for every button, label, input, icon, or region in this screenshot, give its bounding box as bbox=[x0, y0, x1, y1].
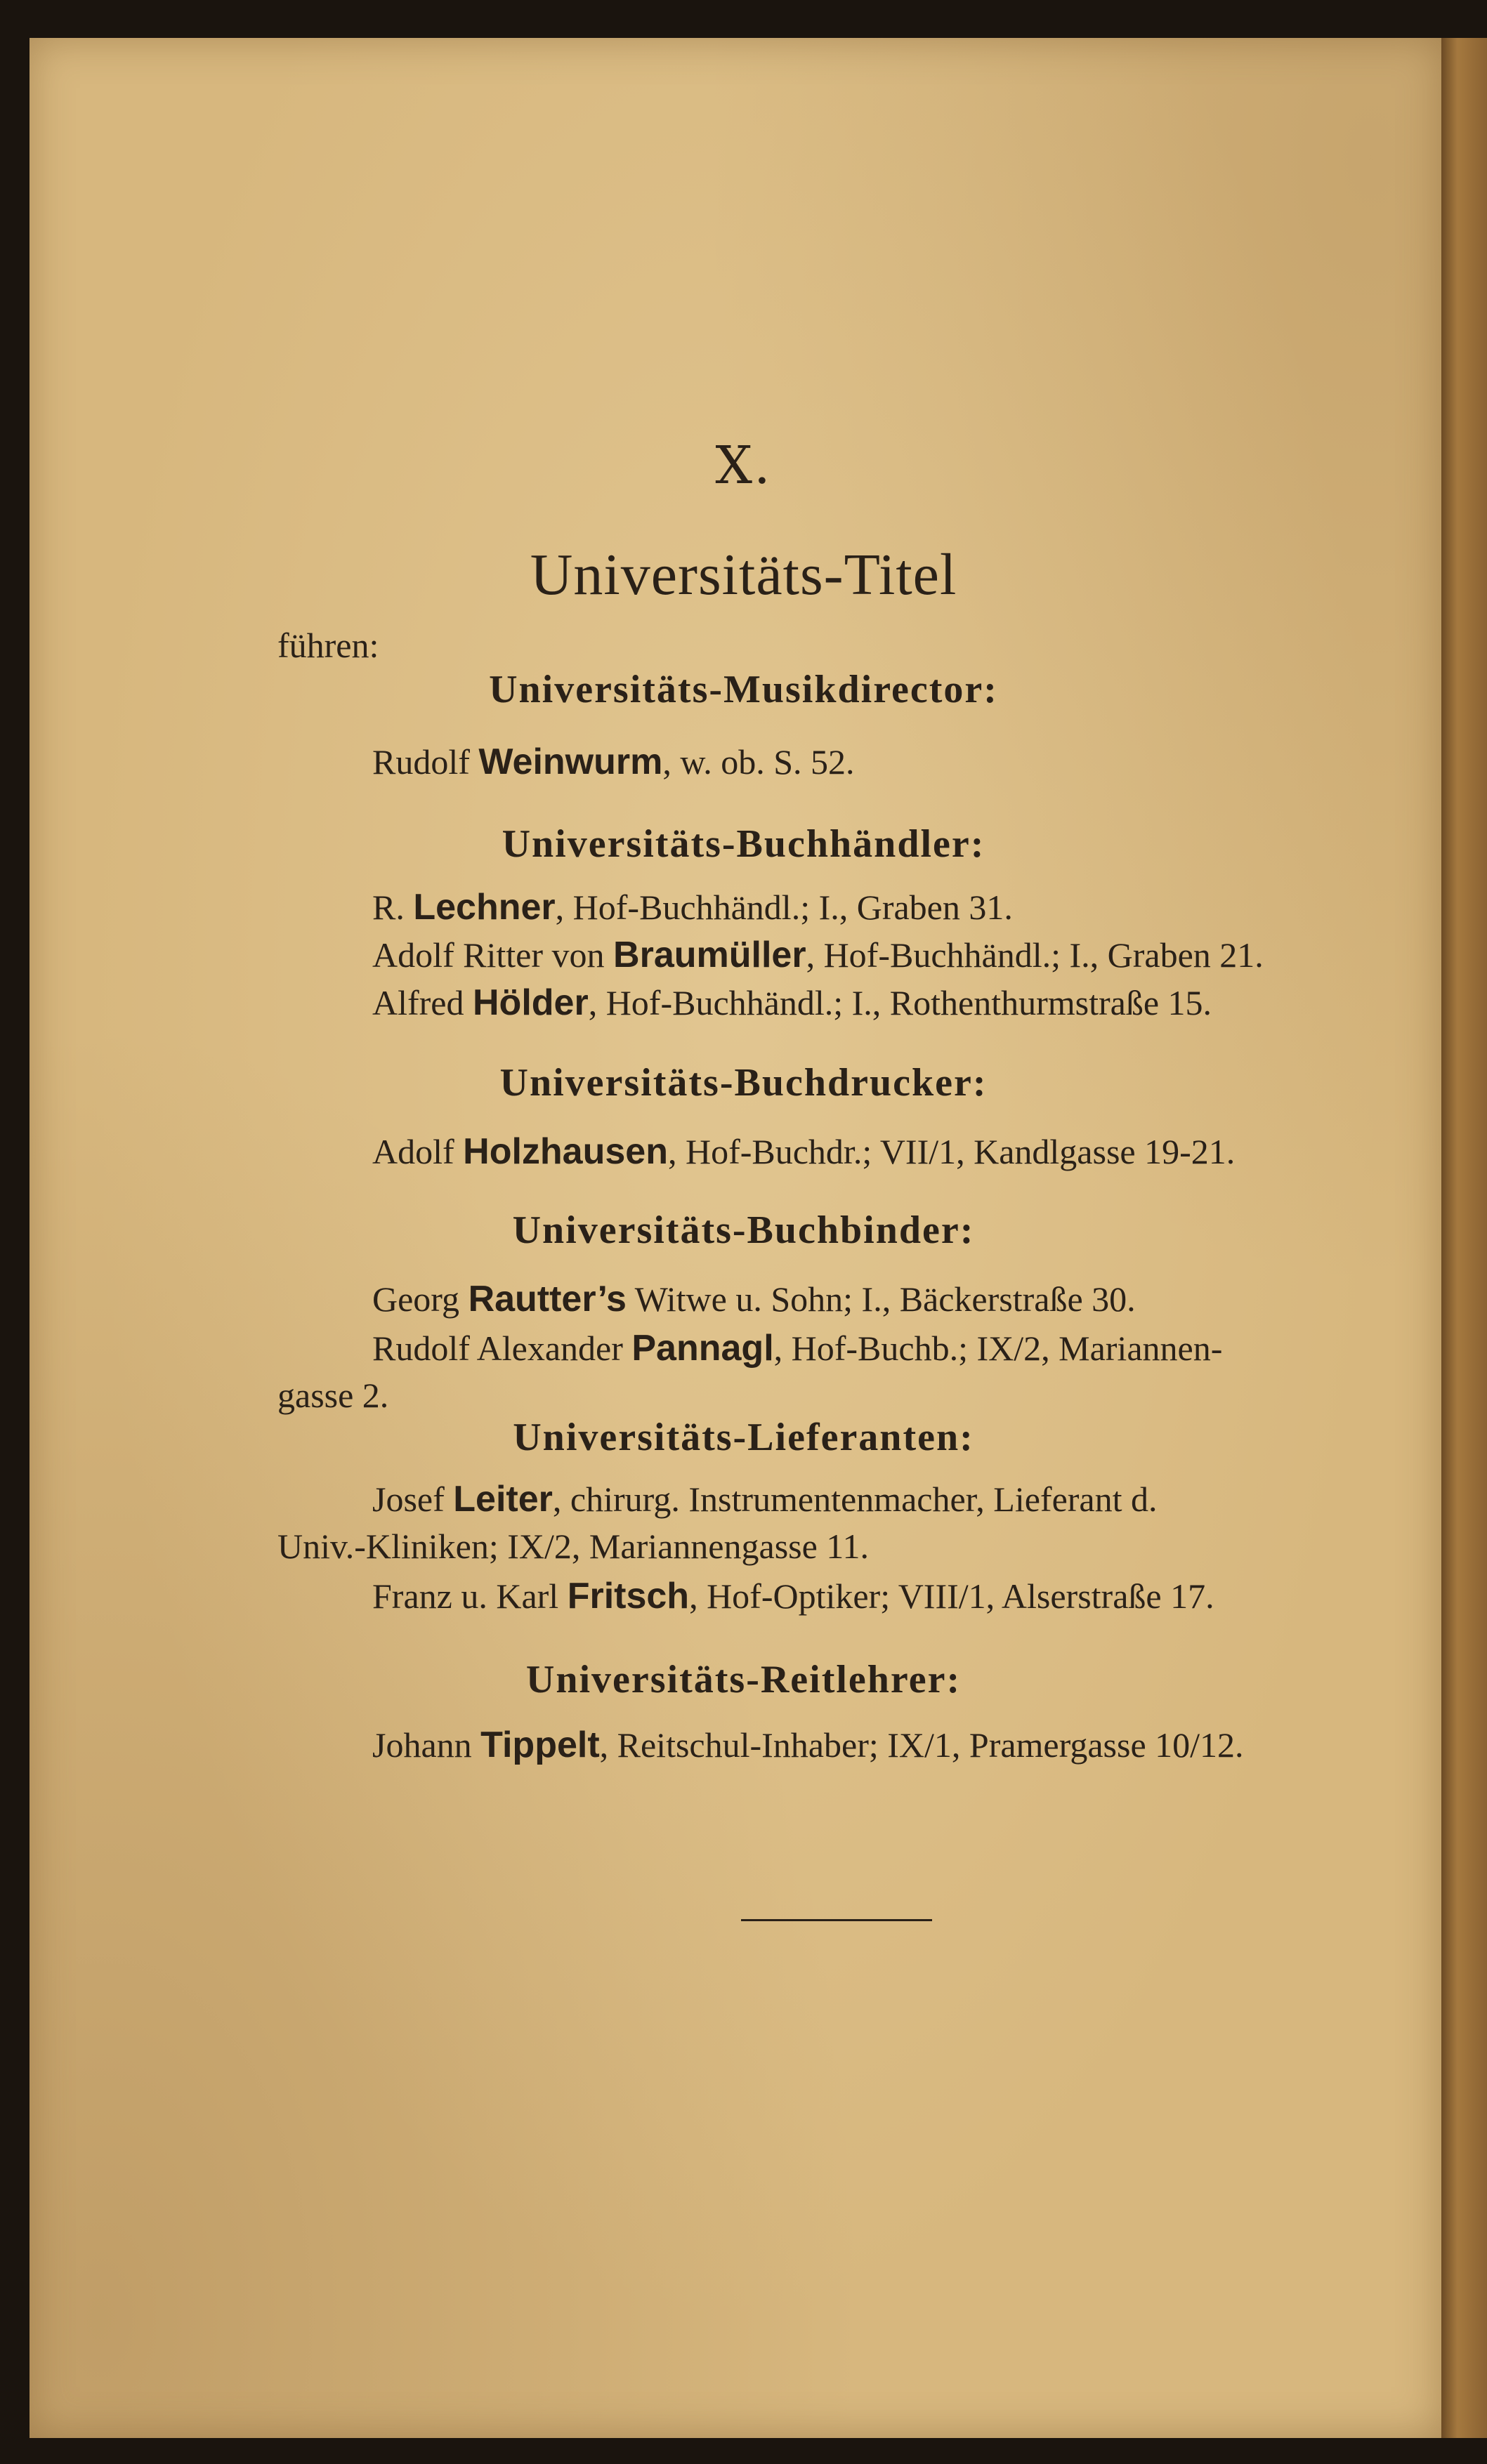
entry-lechner bbox=[372, 886, 1013, 928]
section-heading-buchhaendler: Universitäts-Buchhändler: bbox=[502, 822, 985, 866]
entry-name: Leiter bbox=[453, 1479, 553, 1520]
entry-name: Hölder bbox=[473, 982, 589, 1023]
entry-name: Lechner bbox=[413, 887, 556, 928]
entry-leiter bbox=[372, 1478, 1158, 1520]
entry-weinwurm bbox=[372, 741, 855, 783]
chapter-number: X. bbox=[715, 435, 772, 496]
entry-prefix: Adolf Ritter von bbox=[372, 935, 614, 975]
entry-prefix: Rudolf bbox=[372, 742, 479, 782]
intro-text: führen: bbox=[277, 626, 379, 665]
entry-prefix: R. bbox=[372, 888, 414, 927]
entry-name: Rautter’s bbox=[468, 1279, 627, 1319]
entry-details: , Hof-Buchhändl.; I., Graben 31. bbox=[555, 888, 1013, 927]
section-heading-musikdirector: Universitäts-Musikdirector: bbox=[489, 668, 998, 711]
entry-leiter-continuation: Univ.-Kliniken; IX/2, Mariannengasse 11. bbox=[277, 1527, 869, 1566]
entry-prefix: Alfred bbox=[372, 983, 473, 1022]
entry-holzhausen bbox=[372, 1131, 1235, 1173]
entry-details: , Hof-Buchhändl.; I., Graben 21. bbox=[806, 935, 1264, 975]
section-heading-reitlehrer: Universitäts-Reitlehrer: bbox=[525, 1658, 962, 1701]
page-title: Universitäts-Titel bbox=[530, 542, 957, 607]
entry-name: Pannagl bbox=[631, 1328, 774, 1369]
entry-name: Braumüller bbox=[613, 935, 806, 975]
entry-braumueller bbox=[372, 934, 1264, 976]
entry-pannagl-continuation: gasse 2. bbox=[277, 1376, 389, 1415]
entry-details: Witwe u. Sohn; I., Bäckerstraße 30. bbox=[626, 1279, 1136, 1319]
entry-prefix: Franz u. Karl bbox=[372, 1576, 568, 1616]
section-heading-lieferanten: Universitäts-Lieferanten: bbox=[513, 1416, 974, 1459]
section-heading-buchdrucker: Universitäts-Buchdrucker: bbox=[499, 1061, 988, 1105]
entry-fritsch bbox=[372, 1575, 1214, 1617]
entry-prefix: Rudolf Alexander bbox=[372, 1329, 632, 1368]
entry-details: , chirurg. Instrumentenmacher, Lieferant d. bbox=[552, 1480, 1158, 1519]
entry-prefix: Georg bbox=[372, 1279, 469, 1319]
entry-details: , Hof-Buchhändl.; I., Rothenthurmstraße 15. bbox=[588, 983, 1212, 1022]
entry-rautter bbox=[372, 1278, 1136, 1320]
entry-pannagl bbox=[372, 1327, 1222, 1369]
entry-details: , Hof-Buchb.; IX/2, Mariannen- bbox=[773, 1329, 1223, 1368]
entry-prefix: Johann bbox=[372, 1725, 481, 1765]
entry-prefix: Josef bbox=[372, 1480, 454, 1519]
entry-name: Fritsch bbox=[567, 1576, 690, 1616]
entry-name: Holzhausen bbox=[463, 1131, 668, 1172]
entry-prefix: Adolf bbox=[372, 1132, 464, 1171]
entry-tippelt bbox=[372, 1724, 1244, 1766]
entry-details: , Reitschul-Inhaber; IX/1, Pramergasse 10/12. bbox=[599, 1725, 1244, 1765]
section-heading-buchbinder: Universitäts-Buchbinder: bbox=[512, 1208, 975, 1252]
entry-name: Tippelt bbox=[480, 1725, 600, 1765]
entry-name: Weinwurm bbox=[478, 742, 663, 782]
entry-details: , w. ob. S. 52. bbox=[662, 742, 855, 782]
closing-rule bbox=[741, 1919, 932, 1921]
entry-details: , Hof-Optiker; VIII/1, Alserstraße 17. bbox=[689, 1576, 1214, 1616]
entry-hoelder bbox=[372, 982, 1212, 1024]
entry-details: , Hof-Buchdr.; VII/1, Kandlgasse 19-21. bbox=[667, 1132, 1236, 1171]
